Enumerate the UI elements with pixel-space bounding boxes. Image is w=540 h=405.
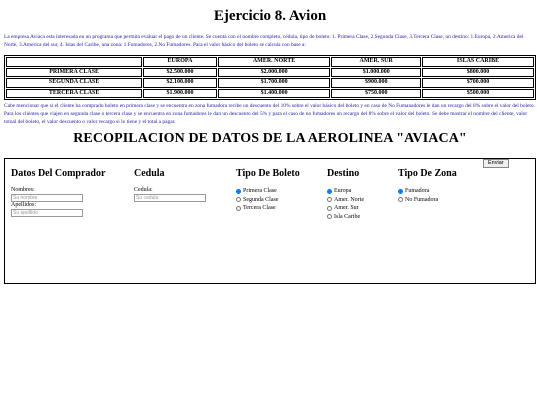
radio-amer-sur[interactable] [327, 206, 332, 211]
table-header-row [6, 57, 534, 67]
zone-option[interactable] [398, 196, 457, 205]
radio-europa[interactable] [327, 189, 332, 194]
problem-description: La empresa Aviaca esta interesada en un programa que permita evaluar el pago de un cliente. Se cuenta con el nombre completo, cédula, tipo de boleto: 1. Primera Clase, 2.Segunda Clase, 3.Tercera Clase, un destino: 1.Europa, 2.America del Norte, 3.America del sur, 4. Islas del Caribe, una zona: 1.Fumadores, 2.No Fumadores. Para el valor básico del boleto se calcula con base a: [4, 34, 524, 48]
price-cell: $900.000 [331, 78, 421, 88]
radio-tercera-clase[interactable] [236, 206, 241, 211]
discount-description: Cabe mencionar que si el cliente ha comprado boleto en primera clase y se encuentra en zona fumadora recibe un descuento del 10% sobre el valor básico del boleto y en caso de No Fumanadores le dan un recargo del 8% sobre el valor del boleto. Para los clientes que viajen en segunda clase o tercera clase y se encuentra en zona fumadores le dan un descuento del 5% y para el caso de no fumadores un recargo del 8% sobre el valor del boleto. Se debe mostrar el nombre del cliente, valor totoal del boleto, el valor descuento o valor recargo si lo tiene y el total a pagar. [4, 103, 535, 125]
zone-heading: Tipo De Zona [398, 168, 457, 179]
price-cell: $700.000 [422, 78, 534, 88]
option-label: Amer. Norte [334, 196, 364, 203]
radio-amer-norte[interactable] [327, 197, 332, 202]
radio-no-fumadora[interactable] [398, 197, 403, 202]
option-label: Fumadora [405, 188, 430, 195]
option-label: Segunda Clase [243, 196, 279, 203]
destination-option[interactable] [327, 204, 364, 213]
price-cell: $2.000.000 [218, 68, 331, 78]
form-title: RECOPILACION DE DATOS DE LA AEROLINEA "AVIACA" [73, 131, 467, 146]
option-label: Isla Caribe [334, 213, 361, 220]
radio-isla-caribe[interactable] [327, 214, 332, 219]
page-title: Ejercicio 8. Avion [213, 8, 327, 24]
destination-option[interactable] [327, 196, 364, 205]
zone-option[interactable] [398, 187, 457, 196]
ticket-option[interactable] [236, 187, 300, 196]
price-cell: $800.000 [422, 68, 534, 78]
cedula-heading: Cedula [134, 168, 165, 179]
cedula-input[interactable] [134, 194, 206, 202]
ticket-option[interactable] [236, 196, 300, 205]
table-header-cell: AMER. NORTE [218, 57, 331, 67]
row-label: PRIMERA CLASE [6, 68, 142, 78]
price-cell: $500.000 [422, 89, 534, 99]
buyer-section [11, 168, 105, 217]
price-cell: $750.000 [331, 89, 421, 99]
price-cell: $2.100.000 [143, 78, 216, 88]
ticket-type-section [236, 168, 300, 213]
data-form [4, 158, 536, 284]
apellidos-input[interactable] [11, 209, 83, 217]
table-header-cell: AMER. SUR [331, 57, 421, 67]
table-header-cell: ISLAS CARIBE [422, 57, 534, 67]
price-cell: $1.400.000 [218, 89, 331, 99]
table-row [6, 89, 534, 99]
cedula-label: Cedula: [134, 187, 153, 193]
apellidos-label: Apellidos: [11, 202, 36, 208]
price-cell: $1.000.000 [331, 68, 421, 78]
row-label: TERCERA CLASE [6, 89, 142, 99]
radio-fumadora[interactable] [398, 189, 403, 194]
nombres-label: Nombres: [11, 187, 35, 193]
destination-heading: Destino [327, 168, 360, 179]
zone-section [398, 168, 457, 204]
price-cell: $1.700.000 [218, 78, 331, 88]
nombres-input[interactable] [11, 194, 83, 202]
option-label: No Fumadora [405, 196, 439, 203]
buyer-heading: Datos Del Comprador [11, 168, 106, 179]
ticket-type-heading: Tipo De Boleto [236, 168, 300, 179]
submit-button[interactable]: Enviar [483, 159, 509, 168]
table-row [6, 78, 534, 88]
option-label: Primera Clase [243, 188, 277, 195]
radio-segunda-clase[interactable] [236, 197, 241, 202]
radio-primera-clase[interactable] [236, 189, 241, 194]
destination-option[interactable] [327, 187, 364, 196]
price-cell: $2.500.000 [143, 68, 216, 78]
table-row [6, 68, 534, 78]
price-cell: $1.900.000 [143, 89, 216, 99]
row-label: SEGUNDA CLASE [6, 78, 142, 88]
table-header-cell [6, 57, 142, 67]
option-label: Tercera Clase [243, 205, 276, 212]
option-label: Amer. Sur [334, 205, 359, 212]
option-label: Europa [334, 188, 352, 195]
ticket-option[interactable] [236, 204, 300, 213]
table-header-cell: EUROPA [143, 57, 216, 67]
destination-option[interactable] [327, 213, 364, 222]
price-table [4, 55, 536, 100]
cedula-section [134, 168, 206, 202]
destination-section [327, 168, 364, 221]
